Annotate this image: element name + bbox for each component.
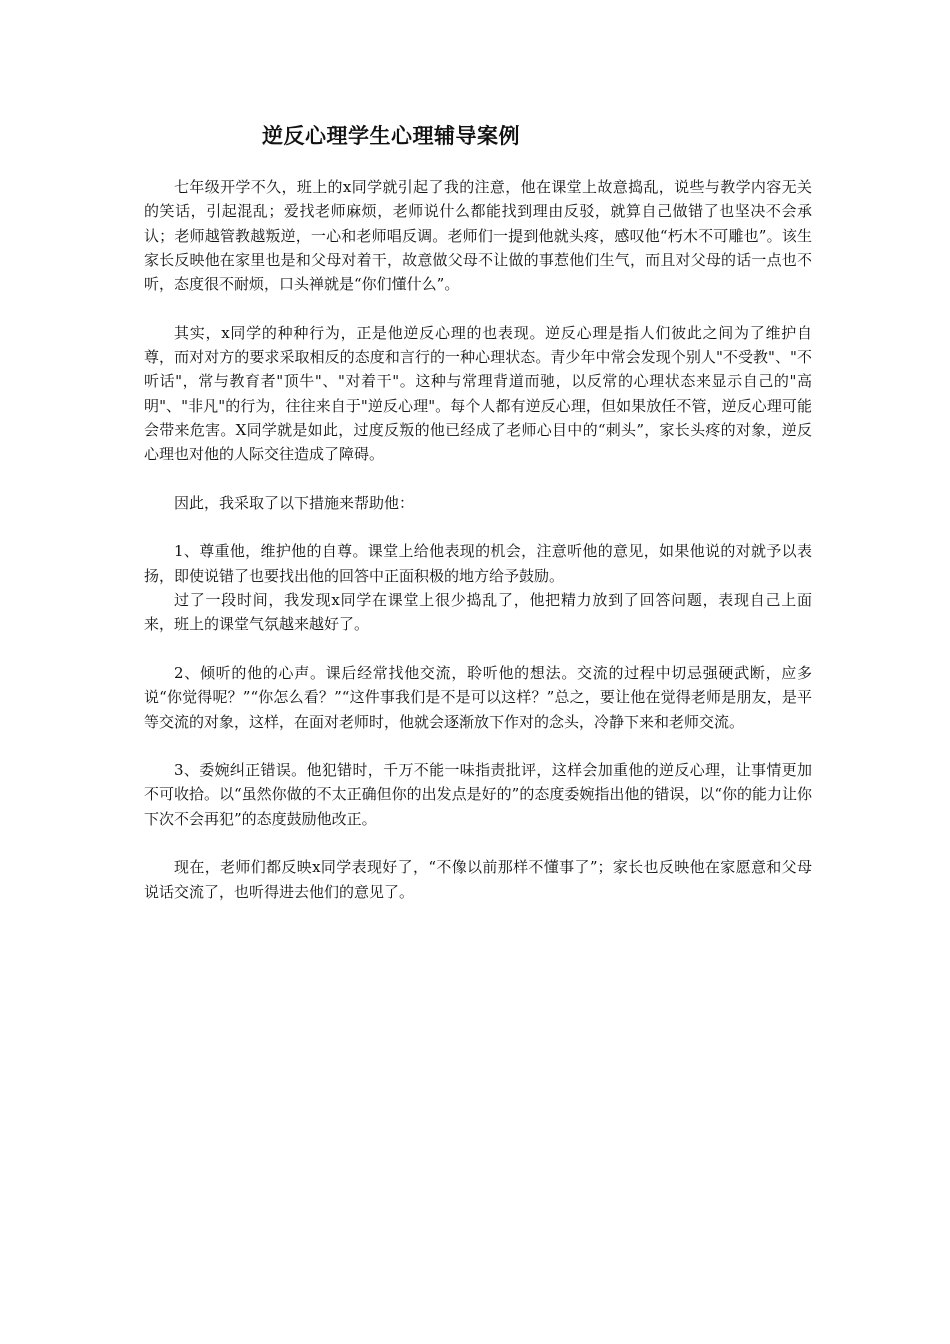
document-title: 逆反心理学生心理辅导案例	[262, 124, 520, 148]
paragraph-measures-intro: 因此，我采取了以下措施来帮助他：	[174, 493, 415, 512]
paragraph-measure-1: 1、尊重他，维护他的自尊。课堂上给他表现的机会，注意听他的意见，如果他说的对就予以表扬，即使说错了也要找出他的回答中正面积极的地方给予鼓励。	[144, 542, 812, 585]
document-body	[144, 175, 812, 904]
paragraph-gap	[144, 467, 812, 491]
paragraph-gap	[144, 296, 812, 320]
paragraph-gap	[144, 734, 812, 758]
paragraph-gap	[144, 831, 812, 855]
paragraph-measure-3: 3、委婉纠正错误。他犯错时，千万不能一味指责批评，这样会加重他的逆反心理，让事情更加不可收拾。以“虽然你做的不太正确但你的出发点是好的”的态度委婉指出他的错误，以“你的能力让你下次不会再犯”的态度鼓励他改正。	[144, 761, 813, 828]
paragraph-gap	[144, 637, 812, 661]
paragraph-intro: 七年级开学不久，班上的x同学就引起了我的注意，他在课堂上故意捣乱，说些与教学内容无关的笑话，引起混乱；爱找老师麻烦，老师说什么都能找到理由反驳，就算自己做错了也坚决不会承认；老师越管教越叛逆，一心和老师唱反调。老师们一提到他就头疼，感叹他“朽木不可雕也”。该生家长反映他在家里也是和父母对着干，故意做父母不让做的事惹他们生气，而且对父母的话一点也不听，态度很不耐烦，口头禅就是“你们懂什么”。	[144, 178, 812, 294]
paragraph-measure-2: 2、倾听的他的心声。课后经常找他交流，聆听他的想法。交流的过程中切忌强硬武断，应多说“你觉得呢？”“你怎么看？”“这件事我们是不是可以这样？”总之，要让他在觉得老师是朋友，是平等交流的对象，这样，在面对老师时，他就会逐渐放下作对的念头，冷静下来和老师交流。	[144, 663, 812, 731]
paragraph-conclusion: 现在，老师们都反映x同学表现好了，“不像以前那样不懂事了”；家长也反映他在家愿意和父母说话交流了，也听得进去他们的意见了。	[144, 858, 812, 901]
paragraph-analysis: 其实，x同学的种种行为，正是他逆反心理的也表现。逆反心理是指人们彼此之间为了维护自尊，而对对方的要求采取相反的态度和言行的一种心理状态。青少年中常会发现个别人"不受教"、"不听话"，常与教育者"顶牛"、"对着干"。这种与常理背道而驰，以反常的心理状态来显示自己的"高明"、"非凡"的行为，往往来自于"逆反心理"。每个人都有逆反心理，但如果放任不管，逆反心理可能会带来危害。X同学就是如此，过度反叛的他已经成了老师心目中的“刺头”，家长头疼的对象，逆反心理也对他的人际交往造成了障碍。	[144, 323, 812, 464]
paragraph-gap	[144, 515, 812, 539]
paragraph-measure-1-result: 过了一段时间，我发现x同学在课堂上很少捣乱了，他把精力放到了回答问题，表现自己上面来，班上的课堂气氛越来越好了。	[144, 591, 812, 634]
